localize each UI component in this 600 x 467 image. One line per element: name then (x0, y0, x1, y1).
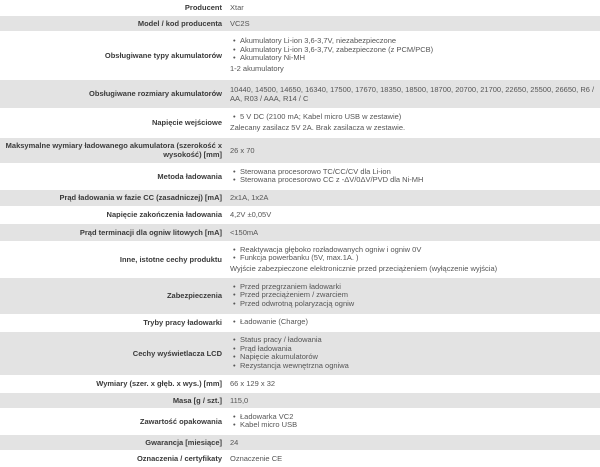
spec-row-mass (0, 392, 600, 408)
protections-list (230, 283, 600, 309)
spec-row-battery-sizes (0, 79, 600, 108)
spec-label: Zawartość opakowania (0, 408, 226, 434)
spec-value: 115,0 (226, 392, 600, 408)
list-item: • Funkcja powerbanku (5V, max.1A. ) (240, 254, 600, 263)
spec-value (226, 163, 600, 189)
spec-value: Oznaczenie CE (226, 450, 600, 466)
spec-label: Producent (0, 0, 226, 15)
list-item: • Prąd ładowania (240, 345, 600, 354)
list-item: • Przed odwrotną polaryzacją ogniw (240, 300, 600, 309)
spec-label: Obsługiwane rozmiary akumulatorów (0, 79, 226, 108)
spec-value (226, 241, 600, 277)
spec-row-charging-method (0, 163, 600, 189)
spec-value (226, 314, 600, 331)
spec-row-lcd-features (0, 331, 600, 375)
spec-row-dimensions (0, 375, 600, 392)
spec-row-end-voltage (0, 206, 600, 223)
spec-value (226, 108, 600, 137)
spec-row-protections (0, 277, 600, 314)
list-item: • Ładowarka VC2 (240, 413, 600, 422)
spec-row-termination-current (0, 223, 600, 241)
list-item: • Ładowanie (Charge) (240, 318, 600, 327)
spec-label: Napięcie wejściowe (0, 108, 226, 137)
spec-value: VC2S (226, 15, 600, 31)
spec-value (226, 31, 600, 79)
spec-note: 1-2 akumulatory (230, 63, 284, 73)
list-item: • Sterowana procesorowo TC/CC/CV dla Li-ion (240, 168, 600, 177)
package-contents-list (230, 413, 600, 430)
spec-label: Obsługiwane typy akumulatorów (0, 31, 226, 79)
spec-value: 66 x 129 x 32 (226, 375, 600, 392)
spec-note: Zalecany zasilacz 5V 2A. Brak zasilacza w zestawie. (230, 122, 406, 132)
spec-label: Napięcie zakończenia ładowania (0, 206, 226, 223)
spec-label: Gwarancja [miesiące] (0, 434, 226, 450)
charging-method-list (230, 168, 600, 185)
list-item: • Akumulatory Li-ion 3,6-3,7V, zabezpieczone (z PCM/PCB) (240, 46, 600, 55)
spec-row-certificates (0, 450, 600, 466)
list-item: • Status pracy / ładowania (240, 336, 600, 345)
list-item: • Reaktywacja głęboko rozładowanych ogniw i ogniw 0V (240, 246, 600, 255)
spec-label: Masa [g / szt.] (0, 392, 226, 408)
spec-label: Inne, istotne cechy produktu (0, 241, 226, 277)
spec-value: 24 (226, 434, 600, 450)
spec-label: Tryby pracy ładowarki (0, 314, 226, 331)
list-item: • Kabel micro USB (240, 421, 600, 430)
spec-label: Wymiary (szer. x głęb. x wys.) [mm] (0, 375, 226, 392)
spec-label: Zabezpieczenia (0, 277, 226, 314)
operating-modes-list (230, 318, 600, 327)
spec-value: <150mA (226, 223, 600, 241)
spec-row-producer (0, 0, 600, 15)
list-item: • Przed przeciążeniem / zwarciem (240, 291, 600, 300)
spec-row-model (0, 15, 600, 31)
spec-note: Wyjście zabezpieczone elektronicznie przed przeciążeniem (wyłączenie wyjścia) (230, 263, 498, 273)
spec-value: 26 x 70 (226, 137, 600, 163)
spec-row-package-contents (0, 408, 600, 434)
spec-label: Oznaczenia / certyfikaty (0, 450, 226, 466)
spec-row-input-voltage (0, 108, 600, 137)
list-item: • Sterowana procesorowo CC z -ΔV/0ΔV/PVD dla Ni-MH (240, 176, 600, 185)
list-item: • 5 V DC (2100 mA; Kabel micro USB w zestawie) (240, 113, 600, 122)
lcd-features-list (230, 336, 600, 370)
spec-value (226, 408, 600, 434)
list-item: • Akumulatory Li-ion 3,6-3,7V, niezabezpieczone (240, 37, 600, 46)
spec-row-max-dimensions (0, 137, 600, 163)
spec-label: Prąd terminacji dla ogniw litowych [mA] (0, 223, 226, 241)
spec-value: 4,2V ±0,05V (226, 206, 600, 223)
list-item: • Akumulatory Ni-MH (240, 54, 600, 63)
spec-label: Prąd ładowania w fazie CC (zasadniczej) [mA] (0, 189, 226, 206)
list-item: • Przed przegrzaniem ładowarki (240, 283, 600, 292)
spec-row-cc-current (0, 189, 600, 206)
spec-label: Maksymalne wymiary ładowanego akumulatora (szerokość x wysokość) [mm] (0, 137, 226, 163)
spec-value: 10440, 14500, 14650, 16340, 17500, 17670, 18350, 18500, 18700, 20700, 21700, 22650, 25500, 26650, R6 / AA, R03 / AAA, R14 / C (226, 79, 600, 108)
battery-types-list (230, 37, 600, 63)
spec-row-operating-modes (0, 314, 600, 331)
spec-row-battery-types (0, 31, 600, 79)
list-item: • Napięcie akumulatorów (240, 353, 600, 362)
spec-value (226, 331, 600, 375)
spec-value: 2x1A, 1x2A (226, 189, 600, 206)
list-item: • Rezystancja wewnętrzna ogniwa (240, 362, 600, 371)
spec-row-other-features (0, 241, 600, 277)
input-voltage-list (230, 113, 600, 122)
spec-label: Cechy wyświetlacza LCD (0, 331, 226, 375)
spec-label: Model / kod producenta (0, 15, 226, 31)
spec-row-warranty (0, 434, 600, 450)
spec-value: Xtar (226, 0, 600, 15)
spec-label: Metoda ładowania (0, 163, 226, 189)
spec-value (226, 277, 600, 314)
other-features-list (230, 246, 600, 263)
